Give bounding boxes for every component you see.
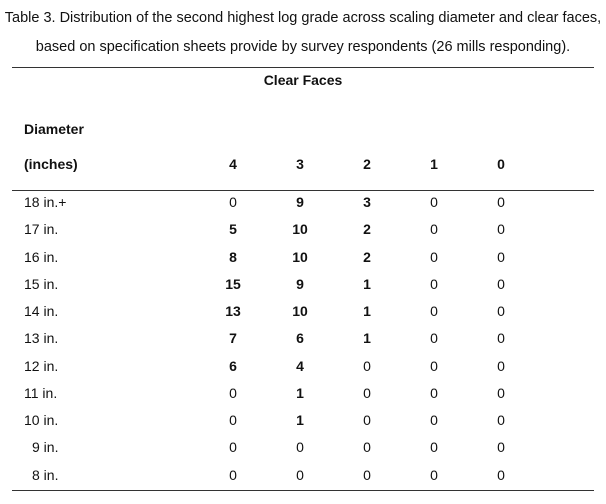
table-cell: 0	[229, 439, 237, 456]
table-cell: 0	[296, 466, 304, 483]
table-cell: 0	[497, 275, 505, 292]
diameter-header: Diameter	[24, 121, 84, 137]
column-header-1: 1	[430, 156, 438, 172]
table-row	[0, 193, 606, 220]
table-row	[0, 466, 606, 493]
table-cell: 1	[363, 303, 371, 319]
inches-header: (inches)	[24, 156, 78, 172]
table-cell: 6	[229, 357, 237, 374]
table-cell: 4	[296, 357, 304, 374]
table-cell: 0	[497, 466, 505, 483]
table-cell: 10	[292, 303, 308, 319]
table-cell: 0	[430, 439, 438, 456]
table-cell: 0	[497, 194, 505, 210]
table-cell: 1	[363, 275, 371, 292]
table-row	[0, 411, 606, 438]
table-cell: 0	[363, 439, 371, 456]
table-caption-line-1: Table 3. Distribution of the second highest log grade across scaling diameter and clear faces,	[4, 10, 602, 26]
table-cell: 0	[430, 221, 438, 238]
table-row	[0, 220, 606, 247]
table-row	[0, 329, 606, 356]
clear-faces-header: Clear Faces	[263, 72, 343, 88]
table-cell: 0	[363, 466, 371, 483]
table-cell: 5	[229, 221, 237, 238]
table-cell: 10	[292, 248, 308, 265]
table-cell: 0	[229, 412, 237, 428]
row-label: 8 in.	[32, 466, 59, 483]
column-header-2: 2	[363, 156, 371, 172]
table-cell: 0	[497, 357, 505, 374]
table-cell: 0	[430, 330, 438, 347]
column-header-4: 4	[229, 156, 237, 172]
table-cell: 2	[363, 248, 371, 265]
table-cell: 0	[363, 357, 371, 374]
table-body	[0, 193, 606, 493]
table-cell: 0	[430, 412, 438, 428]
table-row	[0, 302, 606, 329]
table-cell: 0	[497, 221, 505, 238]
table-cell: 13	[225, 303, 241, 319]
table-row	[0, 384, 606, 411]
table-cell: 0	[430, 275, 438, 292]
table-cell: 0	[497, 330, 505, 347]
table-cell: 0	[497, 412, 505, 428]
table-cell: 9	[296, 194, 304, 210]
table-cell: 0	[296, 439, 304, 456]
row-label: 14 in.	[24, 303, 59, 319]
table-cell: 0	[497, 303, 505, 319]
table-cell: 0	[363, 412, 371, 428]
bottom-rule	[12, 490, 594, 491]
table-cell: 0	[229, 194, 237, 210]
table-cell: 0	[497, 384, 505, 401]
table-cell: 0	[430, 194, 438, 210]
table-row	[0, 438, 606, 465]
row-label: 18 in.+	[24, 194, 67, 210]
table-cell: 0	[229, 384, 237, 401]
table-cell: 1	[296, 384, 304, 401]
table-cell: 0	[430, 357, 438, 374]
table-row	[0, 275, 606, 302]
table-cell: 10	[292, 221, 308, 238]
table-cell: 9	[296, 275, 304, 292]
table-cell: 0	[229, 466, 237, 483]
table-cell: 6	[296, 330, 304, 347]
table-cell: 0	[430, 303, 438, 319]
header-rule	[12, 190, 594, 191]
row-label: 12 in.	[24, 357, 59, 374]
column-header-3: 3	[296, 156, 304, 172]
table-cell: 0	[430, 384, 438, 401]
row-label: 10 in.	[24, 412, 59, 428]
table-cell: 2	[363, 221, 371, 238]
column-header-0: 0	[497, 156, 505, 172]
table-cell: 1	[363, 330, 371, 347]
table-cell: 0	[497, 439, 505, 456]
row-label: 11 in.	[24, 384, 58, 401]
table-row	[0, 357, 606, 384]
table-cell: 15	[225, 275, 241, 292]
table-cell: 1	[296, 412, 304, 428]
table-cell: 8	[229, 248, 237, 265]
table-cell: 7	[229, 330, 237, 347]
table-cell: 0	[497, 248, 505, 265]
table-row	[0, 248, 606, 275]
row-label: 13 in.	[24, 330, 59, 347]
row-label: 15 in.	[24, 275, 59, 292]
top-rule	[12, 67, 594, 68]
row-label: 9 in.	[32, 439, 59, 456]
row-label: 16 in.	[24, 248, 59, 265]
table-caption-line-2: based on specification sheets provide by survey respondents (26 mills responding).	[35, 39, 571, 55]
table-cell: 3	[363, 194, 371, 210]
table-cell: 0	[430, 466, 438, 483]
table-cell: 0	[430, 248, 438, 265]
row-label: 17 in.	[24, 221, 59, 238]
table-cell: 0	[363, 384, 371, 401]
